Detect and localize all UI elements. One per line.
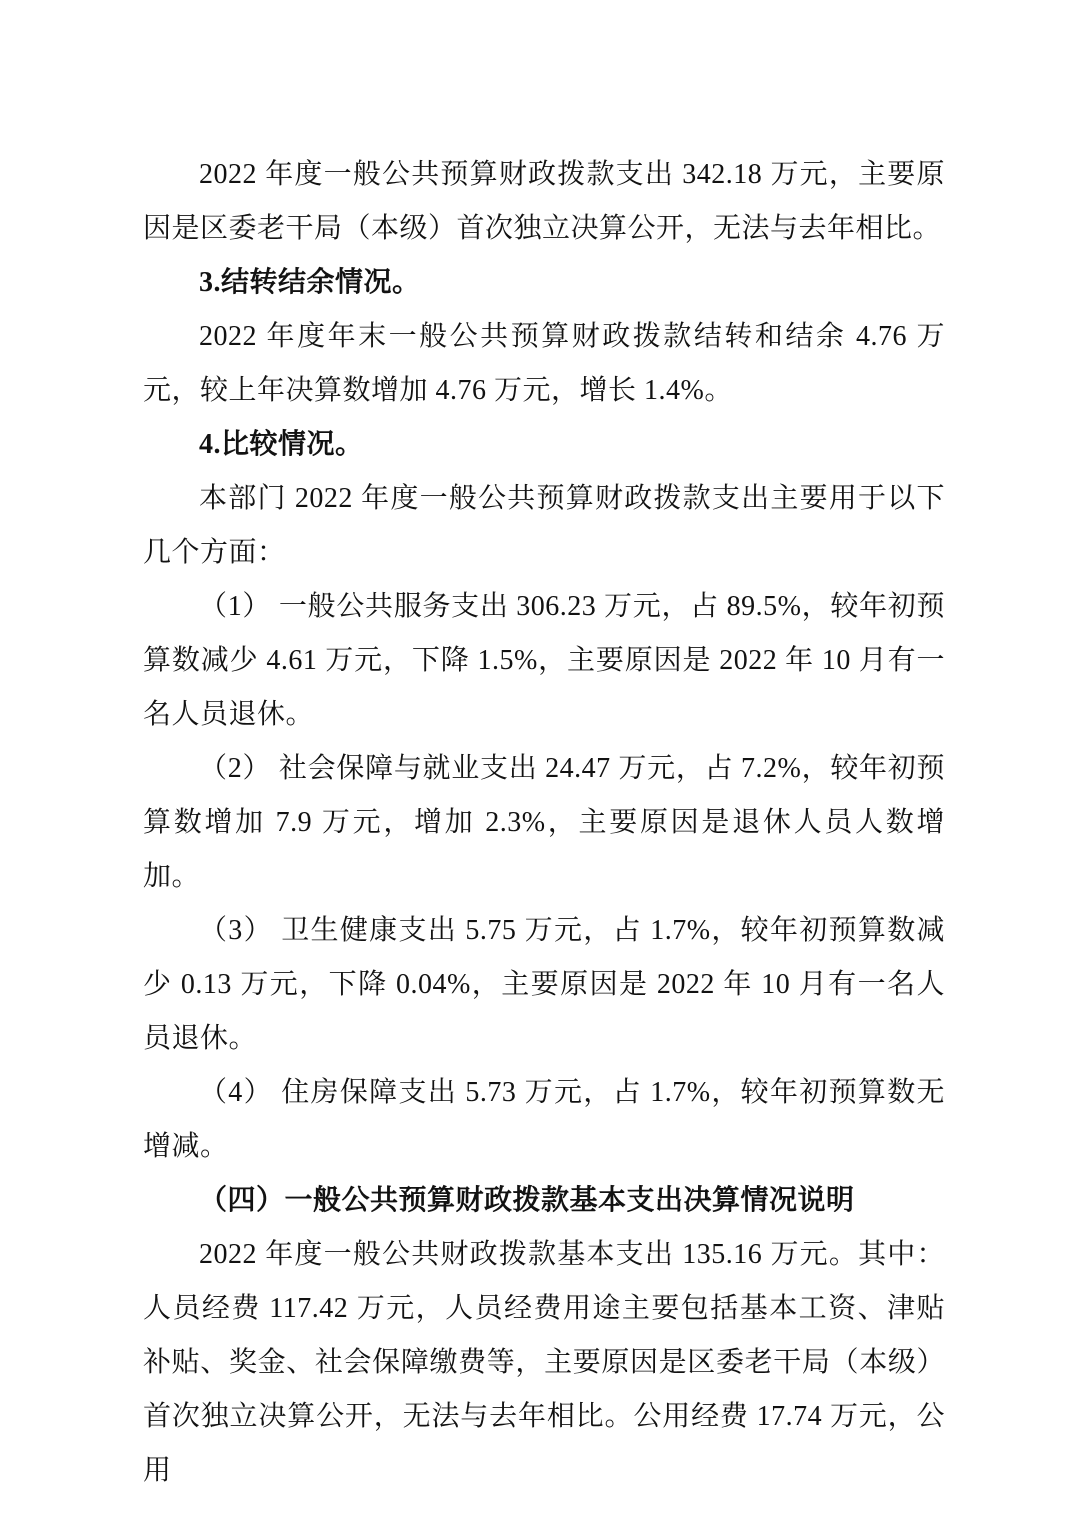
document-body <box>143 148 945 1498</box>
paragraph-item-2-social-security: （2） 社会保障与就业支出 24.47 万元，占 7.2%，较年初预算数增加 7.9 万元，增加 2.3%，主要原因是退休人员人数增加。 <box>143 753 945 892</box>
section-heading-basic-expenditure: （四）一般公共预算财政拨款基本支出决算情况说明 <box>199 1185 855 1216</box>
paragraph-comparison-intro: 本部门 2022 年度一般公共预算财政拨款支出主要用于以下几个方面： <box>143 483 945 568</box>
paragraph-item-1-public-services: （1） 一般公共服务支出 306.23 万元，占 89.5%，较年初预算数减少 4.61 万元，下降 1.5%，主要原因是 2022 年 10 月有一名人员退休。 <box>143 591 945 730</box>
paragraph-carryover-detail: 2022 年度年末一般公共预算财政拨款结转和结余 4.76 万元，较上年决算数增加 4.76 万元，增长 1.4%。 <box>143 321 945 406</box>
paragraph-item-3-health: （3） 卫生健康支出 5.75 万元，占 1.7%，较年初预算数减少 0.13 万元，下降 0.04%，主要原因是 2022 年 10 月有一名人员退休。 <box>143 915 945 1054</box>
section-heading-comparison: 4.比较情况。 <box>199 429 364 460</box>
paragraph-expenditure-total: 2022 年度一般公共预算财政拨款支出 342.18 万元，主要原因是区委老干局（本级）首次独立决算公开，无法与去年相比。 <box>143 159 945 244</box>
paragraph-basic-expenditure-detail: 2022 年度一般公共财政拨款基本支出 135.16 万元。其中：人员经费 117.42 万元，人员经费用途主要包括基本工资、津贴补贴、奖金、社会保障缴费等，主要原因是区委老干局（本级）首次独立决算公开，无法与去年相比。公用经费 17.74 万元，公用 <box>143 1239 945 1486</box>
section-heading-carryover: 3.结转结余情况。 <box>199 267 421 298</box>
paragraph-item-4-housing: （4） 住房保障支出 5.73 万元，占 1.7%，较年初预算数无增减。 <box>143 1077 945 1162</box>
